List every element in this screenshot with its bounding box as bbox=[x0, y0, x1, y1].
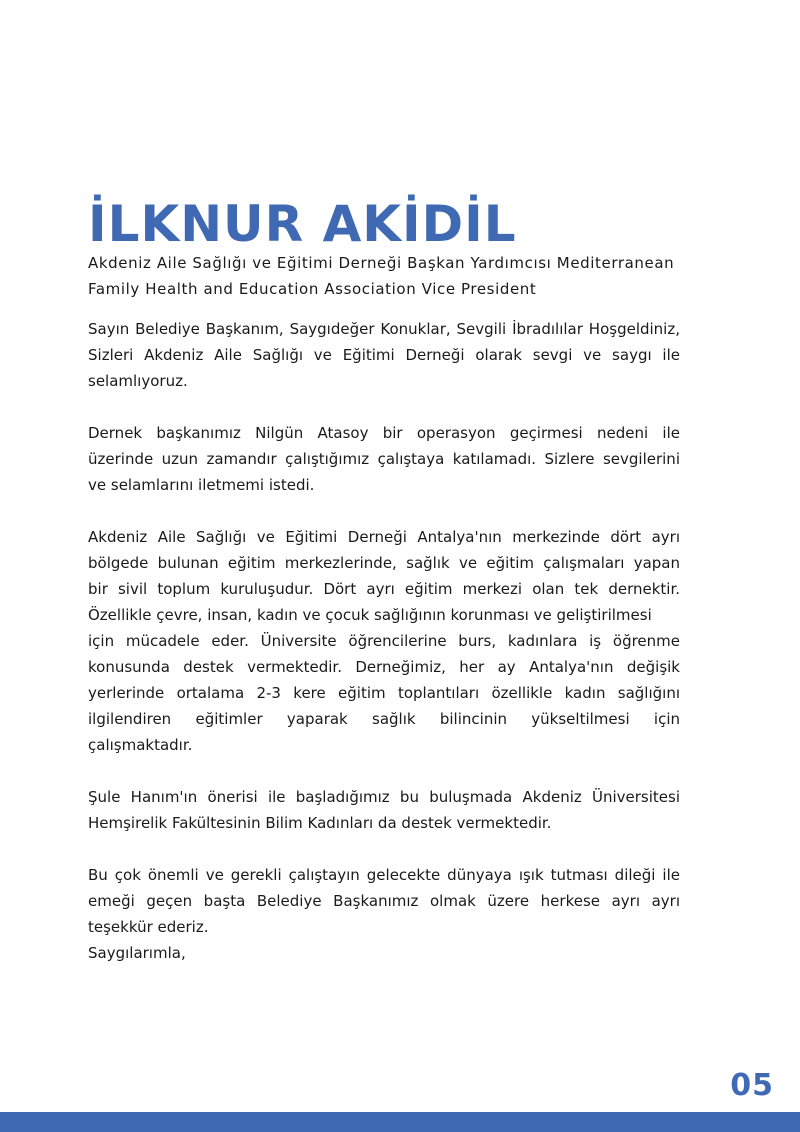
text-line: Bu çok önemli ve gerekli çalıştayın gelecekte dünyaya ışık tutması dileği ile bbox=[88, 866, 680, 884]
text-line: emeği geçen başta Belediye Başkanımız olmak üzere herkese ayrı ayrı bbox=[88, 892, 680, 910]
paragraph bbox=[88, 862, 680, 966]
role-subtitle bbox=[88, 250, 708, 302]
text-line: bölgede bulunan eğitim merkezlerinde, sağlık ve eğitim çalışmaları yapan bbox=[88, 554, 680, 572]
role-line: Akdeniz Aile Sağlığı ve Eğitimi Derneği Başkan Yardımcısı Mediterranean bbox=[88, 254, 675, 272]
text-line: Özellikle çevre, insan, kadın ve çocuk sağlığının korunması ve geliştirilmesi bbox=[88, 606, 652, 624]
text-line: Sayın Belediye Başkanım, Saygıdeğer Konuklar, Sevgili İbradılılar Hoşgeldiniz, bbox=[88, 320, 680, 338]
text-line: bir sivil toplum kuruluşudur. Dört ayrı eğitim merkezi olan tek dernektir. bbox=[88, 580, 680, 598]
footer-accent-bar bbox=[0, 1112, 800, 1132]
page-title: İLKNUR AKİDİL bbox=[88, 195, 517, 253]
text-line: için mücadele eder. Üniversite öğrencilerine burs, kadınlara iş öğrenme bbox=[88, 632, 680, 650]
paragraph bbox=[88, 524, 680, 758]
text-line: konusunda destek vermektedir. Derneğimiz, her ay Antalya'nın değişik bbox=[88, 658, 680, 676]
text-line: Hemşirelik Fakültesinin Bilim Kadınları da destek vermektedir. bbox=[88, 814, 552, 832]
role-line: Family Health and Education Association Vice President bbox=[88, 280, 537, 298]
page-number: 05 bbox=[730, 1068, 774, 1103]
text-line: selamlıyoruz. bbox=[88, 372, 188, 390]
text-line: Dernek başkanımız Nilgün Atasoy bir operasyon geçirmesi nedeni ile bbox=[88, 424, 680, 442]
text-line: ve selamlarını iletmemi istedi. bbox=[88, 476, 315, 494]
paragraph bbox=[88, 420, 680, 498]
text-line: üzerinde uzun zamandır çalıştığımız çalıştaya katılamadı. Sizlere sevgilerini bbox=[88, 450, 680, 468]
text-line: teşekkür ederiz. bbox=[88, 918, 209, 936]
paragraph bbox=[88, 316, 680, 394]
paragraph bbox=[88, 784, 680, 836]
closing-line: Saygılarımla, bbox=[88, 944, 186, 962]
text-line: Şule Hanım'ın önerisi ile başladığımız bu buluşmada Akdeniz Üniversitesi bbox=[88, 788, 680, 806]
text-line: çalışmaktadır. bbox=[88, 736, 193, 754]
text-line: ilgilendiren eğitimler yaparak sağlık bilincinin yükseltilmesi için bbox=[88, 710, 680, 728]
text-line: Akdeniz Aile Sağlığı ve Eğitimi Derneği Antalya'nın merkezinde dört ayrı bbox=[88, 528, 680, 546]
text-line: yerlerinde ortalama 2-3 kere eğitim toplantıları özellikle kadın sağlığını bbox=[88, 684, 680, 702]
text-line: Sizleri Akdeniz Aile Sağlığı ve Eğitimi Derneği olarak sevgi ve saygı ile bbox=[88, 346, 680, 364]
speech-body bbox=[88, 316, 680, 966]
